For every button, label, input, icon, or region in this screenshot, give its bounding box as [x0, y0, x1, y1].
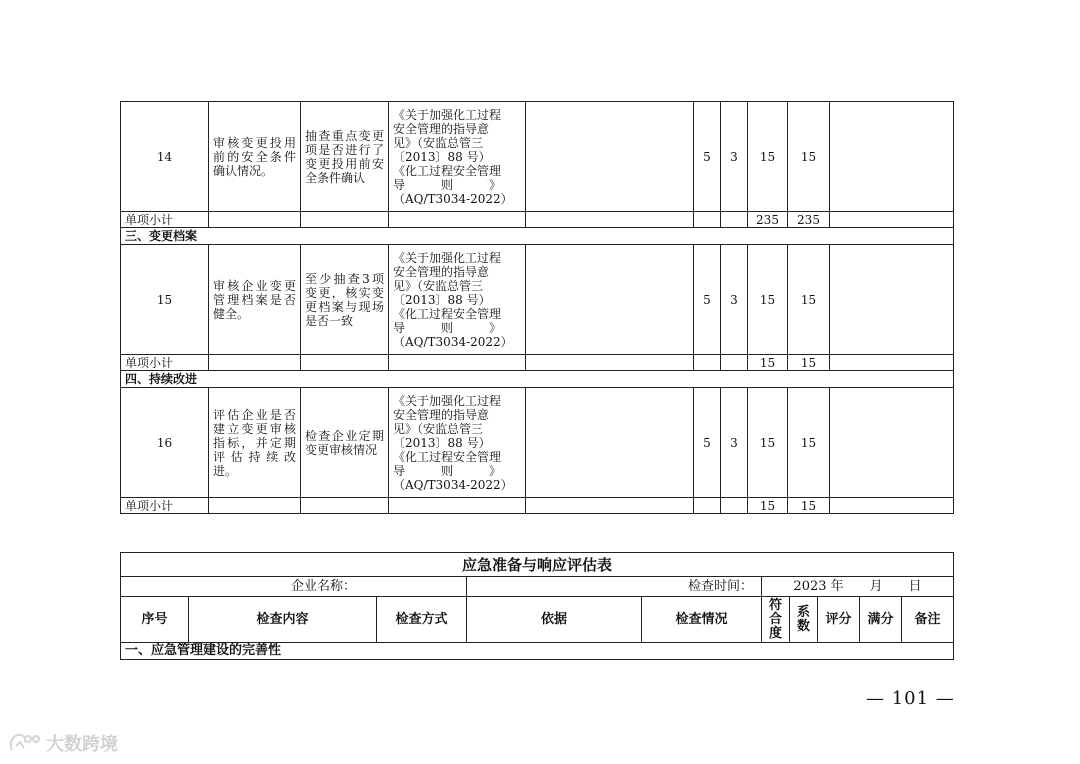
score-value: 15	[748, 102, 788, 212]
company-label: 企业名称：	[121, 577, 467, 597]
header-row	[121, 597, 954, 643]
meta-row	[121, 577, 954, 597]
table-title: 应急准备与响应评估表	[121, 553, 954, 577]
subtotal-row: 单项小计 15 15	[121, 498, 954, 514]
header-no: 序号	[121, 597, 189, 643]
header-coefficient: 系数	[790, 597, 818, 643]
table-row: 15 审核企业变更管理档案是否健全。 至少抽查3项变更，核实变更档案与现场是否一致 《关于加强化工过程 安全管理的指导意 见》（安监总管三 〔2013〕88 号） 《化工过程安全管理 导 则 》 （AQ/T3034-2022） 5 3 15 15	[121, 245, 954, 355]
check-method: 至少抽查3项变更，核实变更档案与现场是否一致	[301, 245, 389, 355]
check-content: 审核企业变更管理档案是否健全。	[209, 245, 301, 355]
full-score-value: 15	[788, 102, 830, 212]
remarks	[830, 102, 954, 212]
coefficient-value: 3	[721, 102, 748, 212]
watermark	[8, 730, 118, 756]
watermark-logo-icon	[8, 732, 42, 754]
subtotal-row: 单项小计 235 235	[121, 212, 954, 228]
row-number: 14	[121, 102, 209, 212]
header-result: 检查情况	[642, 597, 762, 643]
check-content: 评估企业是否建立变更审核指标，并定期评估持续改进。	[209, 388, 301, 498]
header-full-score: 满分	[860, 597, 902, 643]
watermark-text: 大数跨境	[46, 734, 118, 755]
header-content: 检查内容	[189, 597, 377, 643]
remarks	[830, 388, 954, 498]
header-remarks: 备注	[902, 597, 954, 643]
inspection-result	[526, 245, 694, 355]
table-row: 16 评估企业是否建立变更审核指标，并定期评估持续改进。 检查企业定期变更审核情况 《关于加强化工过程 安全管理的指导意 见》（安监总管三 〔2013〕88 号） 《化工过程安全管理 导 则 》 （AQ/T3034-2022） 5 3 15 15	[121, 388, 954, 498]
emergency-response-table	[120, 552, 954, 660]
page-number: — 101 —	[866, 688, 955, 709]
date-label: 检查时间：	[467, 577, 762, 597]
inspection-result	[526, 102, 694, 212]
compliance-value: 5	[694, 102, 721, 212]
subtotal-row: 单项小计 15 15	[121, 355, 954, 371]
check-method: 检查企业定期变更审核情况	[301, 388, 389, 498]
header-method: 检查方式	[377, 597, 467, 643]
basis: 《关于加强化工过程 安全管理的指导意 见》（安监总管三 〔2013〕88 号） 《化工过程安全管理 导 则 》 （AQ/T3034-2022）	[389, 245, 526, 355]
header-score: 评分	[818, 597, 860, 643]
remarks	[830, 245, 954, 355]
table-row	[121, 102, 954, 212]
basis: 《关于加强化工过程 安全管理的指导意 见》（安监总管三 〔2013〕88 号） 《化工过程安全管理 导 则 》 （AQ/T3034-2022）	[389, 388, 526, 498]
row-number: 16	[121, 388, 209, 498]
check-method: 抽查重点变更项是否进行了变更投用前安全条件确认	[301, 102, 389, 212]
check-content: 审核变更投用前的安全条件确认情况。	[209, 102, 301, 212]
header-compliance: 符合度	[762, 597, 790, 643]
section-row	[121, 228, 954, 245]
section-heading: 四、持续改进	[121, 371, 954, 388]
section-heading: 一、应急管理建设的完善性	[121, 643, 954, 660]
assessment-table-continued	[120, 101, 954, 514]
section-heading: 三、变更档案	[121, 228, 954, 245]
header-basis: 依据	[467, 597, 642, 643]
section-row	[121, 371, 954, 388]
row-number: 15	[121, 245, 209, 355]
basis: 《关于加强化工过程 安全管理的指导意 见》（安监总管三 〔2013〕88 号） 《化工过程安全管理 导 则 》 （AQ/T3034-2022）	[389, 102, 526, 212]
inspection-result	[526, 388, 694, 498]
date-value: 2023 年 月 日	[762, 577, 954, 597]
